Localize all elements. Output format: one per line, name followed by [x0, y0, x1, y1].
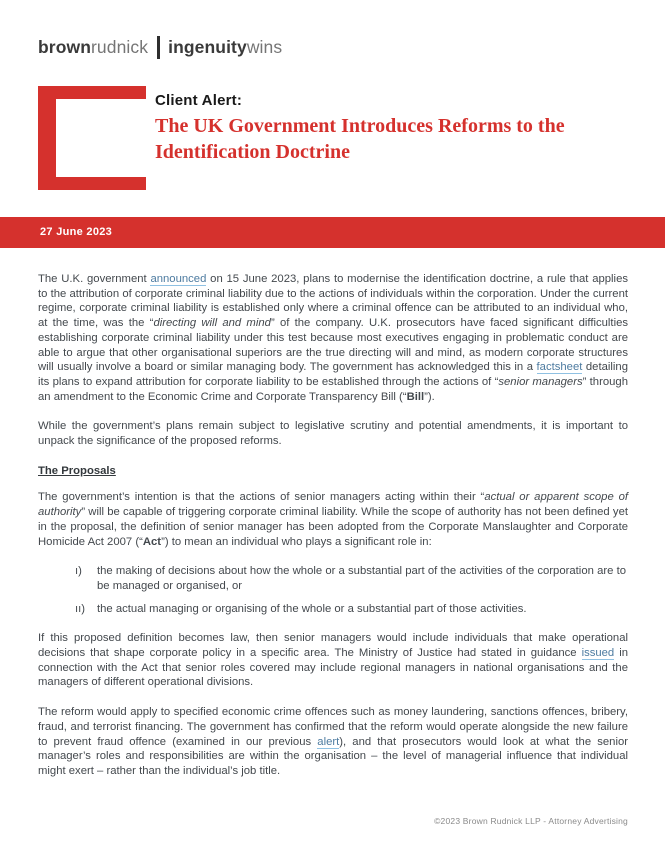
- list-item: [38, 564, 628, 593]
- italic-senior-managers: senior managers: [498, 375, 583, 388]
- logo-tagline-light: wins: [246, 37, 283, 57]
- hero-title-block: [38, 86, 628, 206]
- date-bar: [0, 217, 665, 248]
- page-title: [155, 113, 628, 165]
- publication-date: 27 June 2023: [40, 226, 113, 238]
- paragraph-text: The government’s intention is that the actions of senior managers acting within their “: [38, 491, 485, 504]
- paragraph-text: detailing its plans to expand attribution for corporate liability to be established through the actions of “: [38, 361, 628, 388]
- list-item-text: the actual managing or organising of the whole or a substantial part of those activities.: [97, 602, 527, 615]
- link-factsheet[interactable]: factsheet: [536, 361, 583, 374]
- list-item-numeral: ıı): [75, 602, 86, 615]
- logo-brand-light: rudnick: [91, 37, 149, 57]
- paragraph-intro: [38, 272, 628, 404]
- paragraph-text: ” through an amendment to the Economic Crime and Corporate Transparency Bill (“: [38, 375, 628, 403]
- red-bracket-decoration: [38, 86, 146, 190]
- page-title-line1: The UK Government Introduces Reforms to the: [155, 115, 565, 137]
- list-item-text: the making of decisions about how the whole or a substantial part of the activities of the corporation are to be managed or organised, or: [97, 565, 626, 592]
- link-announced[interactable]: announced: [150, 273, 207, 285]
- list-item-numeral: ı): [75, 565, 82, 578]
- paragraph-text: If this proposed definition becomes law, then senior managers would include individuals that make operational decisions that shape corporate policy in a specific area. The Ministry of Justice had stated in guidance: [38, 632, 628, 660]
- italic-scope-of-authority: actual or apparent scope of authority: [38, 491, 628, 519]
- paragraph-text: The reform would apply to specified economic crime offences such as money laundering, sanctions offences, bribery, fraud, and terrorist financing. The government has confirmed that the reform would operate alongside the new failure to prevent fraud offence (examined in our previous: [38, 706, 628, 748]
- link-issued[interactable]: issued: [581, 647, 615, 660]
- roman-numeral-list: [38, 564, 628, 616]
- paragraph-definition: [38, 631, 628, 690]
- paragraph-text: on 15 June 2023, plans to modernise the identification doctrine, a rule that applies to the attribution of corporate criminal liability due to the actions of individuals within the corporation. Under the current regime, corporate criminal liability is established only where a criminal offence can be attributed to an individual who, at the time, was the “: [38, 273, 629, 330]
- logo-brand-bold: brown: [38, 37, 91, 57]
- paragraph-text: ”).: [424, 390, 435, 403]
- article-body: [38, 272, 628, 794]
- paragraph-text: ”) to mean an individual who plays a significant role in:: [161, 535, 432, 548]
- logo-tagline-bold: ingenuity: [168, 37, 247, 57]
- logo-tagline: [168, 37, 282, 58]
- italic-directing-will-and-mind: directing will and mind: [153, 317, 271, 330]
- section-heading-the-proposals: The Proposals: [38, 464, 116, 477]
- paragraph-reform-scope: [38, 705, 628, 779]
- bold-act: Act: [142, 535, 162, 548]
- paragraph-text: in connection with the Act that senior roles covered may include regional managers in national organisations and the managers of different operational divisions.: [38, 647, 628, 689]
- hero-text: [155, 86, 628, 165]
- logo-brand: [38, 37, 148, 58]
- logo-divider-bar: [157, 36, 160, 59]
- paragraph-significance: While the government’s plans remain subject to legislative scrutiny and potential amendments, it is important to unpack the significance of the proposed reforms.: [38, 420, 628, 448]
- paragraph-text: ), and that prosecutors would look at what the senior manager’s roles and responsibilities are within the organisation – the level of managerial influence that individual might exert – rather than the individual’s job title.: [38, 735, 628, 777]
- list-item: [38, 602, 628, 617]
- brown-rudnick-logo: [38, 36, 282, 59]
- client-alert-kicker: Client Alert:: [155, 92, 243, 109]
- bold-bill: Bill: [406, 390, 425, 403]
- page-title-line2: Identification Doctrine: [155, 141, 350, 163]
- paragraph-text: ” of the company. U.K. prosecutors have faced significant difficulties establishing corporate criminal liability under this test because most executives engaging in problematic conduct are able to argue that other organisational superiors are the true directing will and mind, as modern corporate structures will usually involve a board or similar managing body. The government has acknowledged this in a: [38, 317, 629, 374]
- paragraph-intention: [38, 490, 628, 549]
- paragraph-text: The U.K. government: [38, 273, 151, 285]
- link-alert[interactable]: alert: [317, 735, 340, 748]
- paragraph-text: ” will be capable of triggering corporate criminal liability. While the scope of authority has not been defined yet in the proposal, the definition of senior manager has been adopted from the Corporate Manslaughter and Corporate Homicide Act 2007 (“: [38, 506, 628, 548]
- footer-copyright: ©2023 Brown Rudnick LLP - Attorney Advertising: [434, 816, 628, 826]
